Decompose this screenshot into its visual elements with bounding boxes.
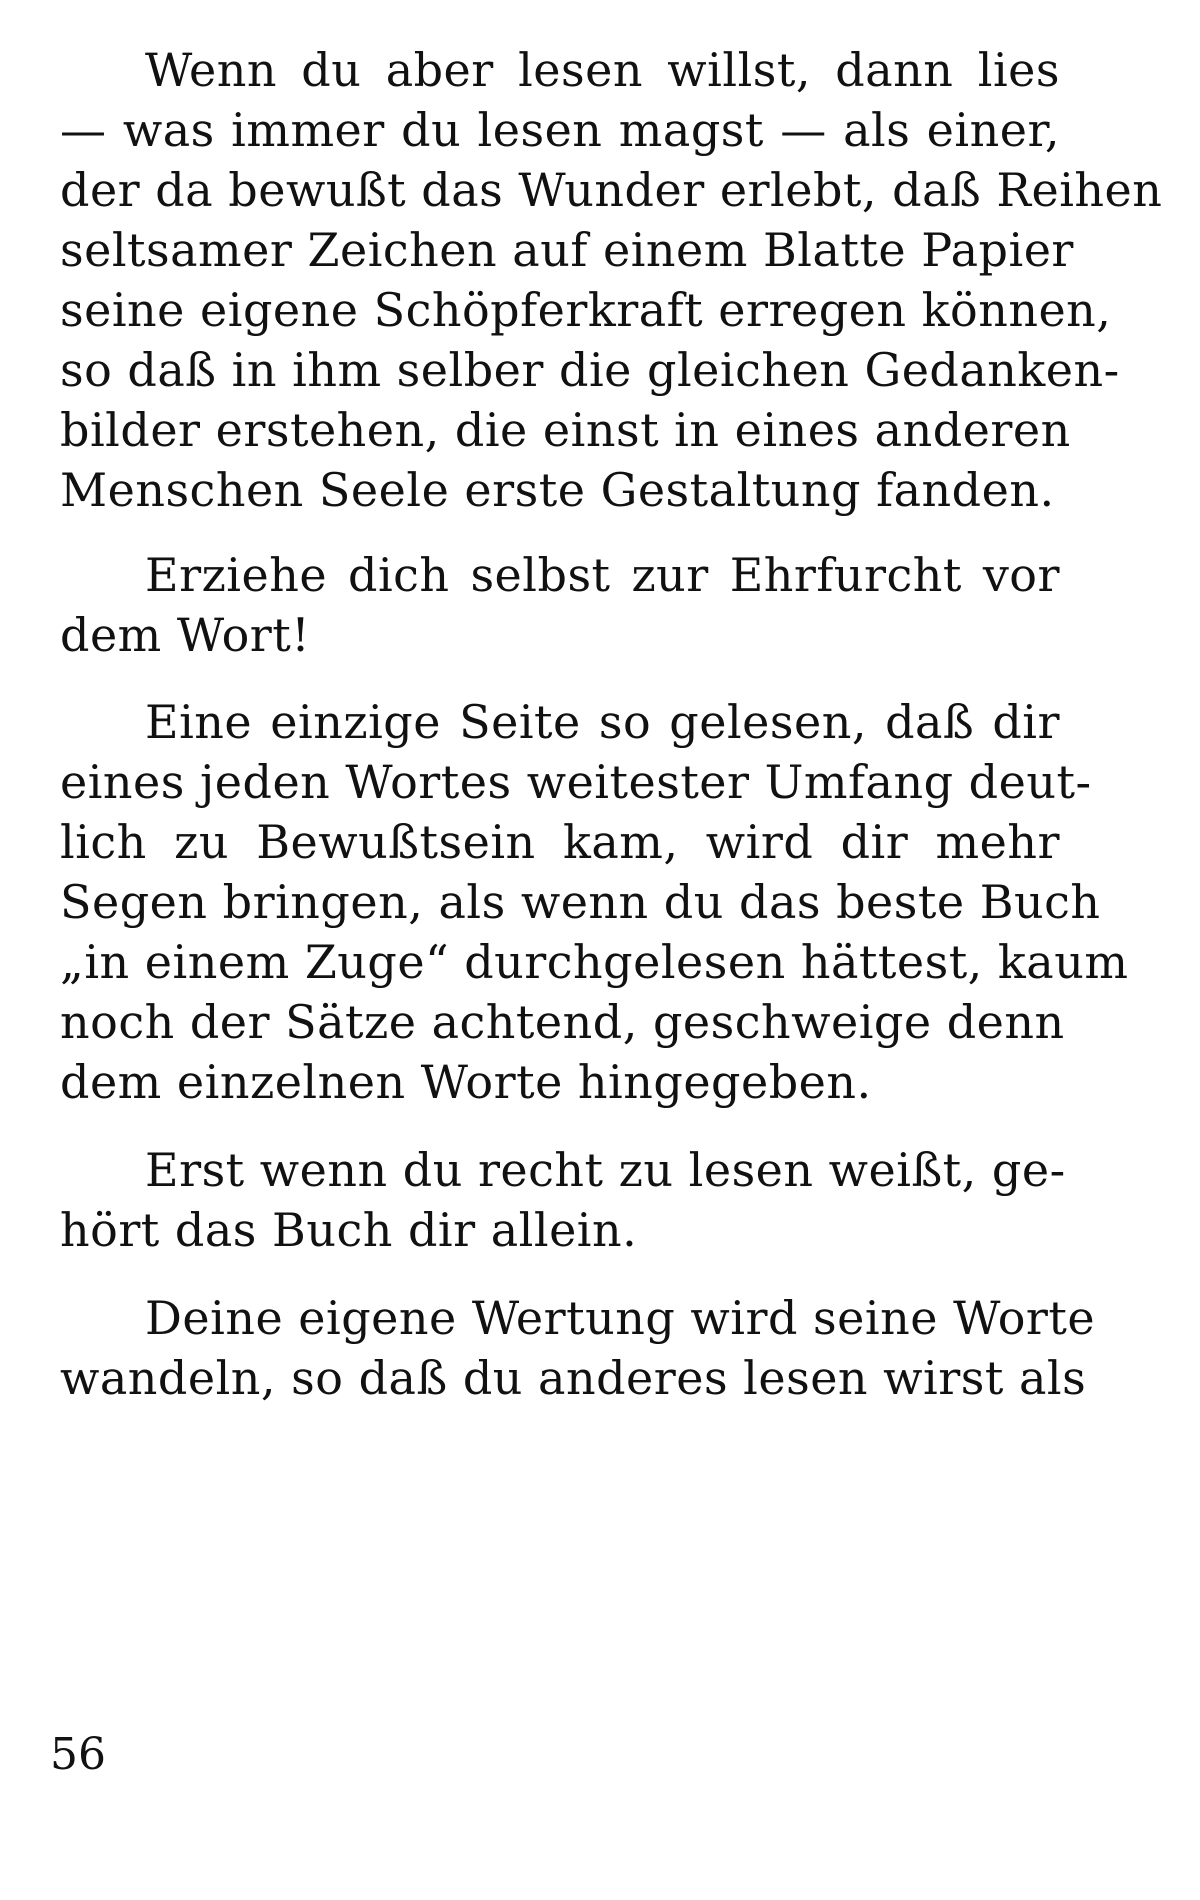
- text-line: dem einzelnen Worte hingegeben.: [60, 1055, 872, 1109]
- text-line: Deine eigene Wertung wird seine Worte: [145, 1291, 1096, 1345]
- text-line: Menschen Seele erste Gestaltung fanden.: [60, 463, 1055, 517]
- text-line: bilder erstehen, die einst in eines anderen: [60, 403, 1071, 457]
- text-line: lich zu Bewußtsein kam, wird dir mehr: [60, 815, 1060, 869]
- text-line: Wenn du aber lesen willst, dann lies: [145, 43, 1060, 97]
- text-line: wandeln, so daß du anderes lesen wirst als: [60, 1351, 1087, 1405]
- text-line: Erst wenn du recht zu lesen weißt, ge-: [145, 1143, 1066, 1197]
- text-line: noch der Sätze achtend, geschweige denn: [60, 995, 1065, 1049]
- text-line: der da bewußt das Wunder erlebt, daß Reihen: [60, 163, 1163, 217]
- text-line: hört das Buch dir allein.: [60, 1203, 638, 1257]
- text-line: so daß in ihm selber die gleichen Gedanken-: [60, 343, 1120, 397]
- page-number: 56: [50, 1729, 106, 1780]
- text-line: Erziehe dich selbst zur Ehrfurcht vor: [145, 548, 1060, 602]
- text-line: dem Wort!: [60, 608, 311, 662]
- text-line: Eine einzige Seite so gelesen, daß dir: [145, 695, 1060, 749]
- text-line: Segen bringen, als wenn du das beste Buch: [60, 875, 1101, 929]
- text-line: seine eigene Schöpferkraft erregen können,: [60, 283, 1112, 337]
- text-line: seltsamer Zeichen auf einem Blatte Papier: [60, 223, 1074, 277]
- text-line: „in einem Zuge“ durchgelesen hättest, kaum: [60, 935, 1129, 989]
- text-line: eines jeden Wortes weitester Umfang deut-: [60, 755, 1092, 809]
- text-line: — was immer du lesen magst — als einer,: [60, 103, 1060, 157]
